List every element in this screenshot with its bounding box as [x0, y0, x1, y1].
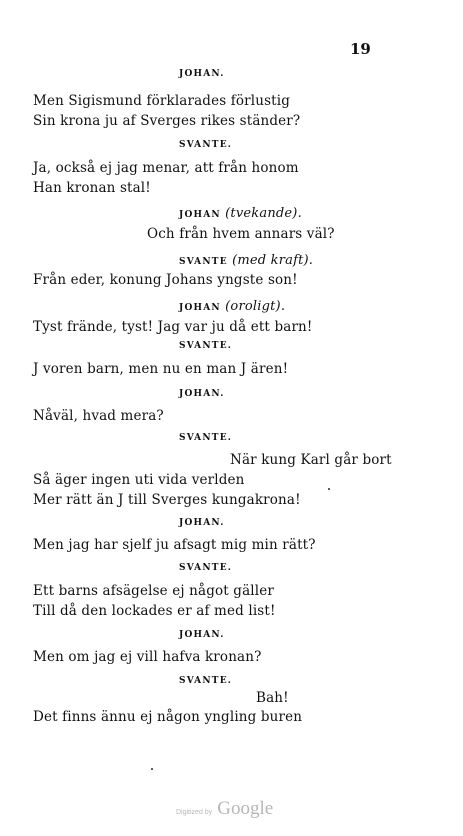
speaker-name: [179, 341, 232, 351]
speaker-name: [179, 518, 225, 528]
speaker-name: [179, 253, 313, 268]
verse-line: Men om jag ej vill hafva kronan?: [33, 649, 262, 665]
verse-line: J voren barn, men nu en man J ären!: [33, 361, 289, 377]
speaker-label: JOHAN.: [179, 630, 225, 640]
print-speck: [151, 768, 153, 770]
verse-line: Tyst frände, tyst! Jag var ju då ett barn!: [33, 319, 313, 335]
stage-direction: (tvekande).: [225, 206, 302, 221]
speaker-name: [179, 140, 232, 150]
verse-line: Men jag har sjelf ju afsagt mig min rätt?: [33, 537, 316, 553]
verse-line: Till då den lockades er af med list!: [33, 603, 276, 619]
speaker-name: [179, 630, 225, 640]
verse-line: Ja, också ej jag menar, att från honom: [33, 160, 299, 176]
verse-line: När kung Karl går bort: [230, 452, 392, 468]
speaker-label: SVANTE: [179, 257, 228, 267]
verse-line: Mer rätt än J till Sverges kungakrona!: [33, 492, 301, 508]
verse-line: Ett barns afsägelse ej något gäller: [33, 583, 274, 599]
stage-direction: (oroligt).: [225, 299, 286, 314]
speaker-label: JOHAN.: [179, 518, 225, 528]
speaker-name: [179, 389, 225, 399]
speaker-label: SVANTE.: [179, 563, 233, 573]
speaker-label: JOHAN: [179, 210, 221, 220]
speaker-label: SVANTE.: [179, 676, 233, 686]
speaker-label: SVANTE.: [179, 140, 233, 150]
verse-line: Sin krona ju af Sverges rikes ständer?: [33, 113, 301, 129]
speaker-label: JOHAN: [179, 303, 221, 313]
google-logo: Google: [217, 798, 274, 819]
verse-line: Nåväl, hvad mera?: [33, 408, 164, 424]
speaker-name: [179, 69, 225, 79]
verse-line: Bah!: [256, 690, 289, 706]
verse-line: Så äger ingen uti vida verlden: [33, 472, 245, 488]
speaker-name: [179, 676, 232, 686]
watermark-prefix: Digitized by: [176, 809, 213, 816]
speaker-label: JOHAN.: [179, 389, 225, 399]
verse-line: Det finns ännu ej någon yngling buren: [33, 709, 303, 725]
speaker-name: [179, 299, 285, 314]
watermark: [176, 798, 273, 820]
speaker-name: [179, 206, 302, 221]
speaker-name: [179, 433, 232, 443]
speaker-label: JOHAN.: [179, 69, 225, 79]
page-number: 19: [350, 40, 371, 58]
speaker-name: [179, 563, 232, 573]
verse-line: Från eder, konung Johans yngste son!: [33, 272, 298, 288]
speaker-label: SVANTE.: [179, 433, 233, 443]
speaker-label: SVANTE.: [179, 341, 233, 351]
print-speck: [328, 488, 330, 490]
verse-line: Han kronan stal!: [33, 180, 151, 196]
verse-line: Och från hvem annars väl?: [147, 226, 335, 242]
verse-line: Men Sigismund förklarades förlustig: [33, 93, 291, 109]
stage-direction: (med kraft).: [232, 253, 314, 268]
